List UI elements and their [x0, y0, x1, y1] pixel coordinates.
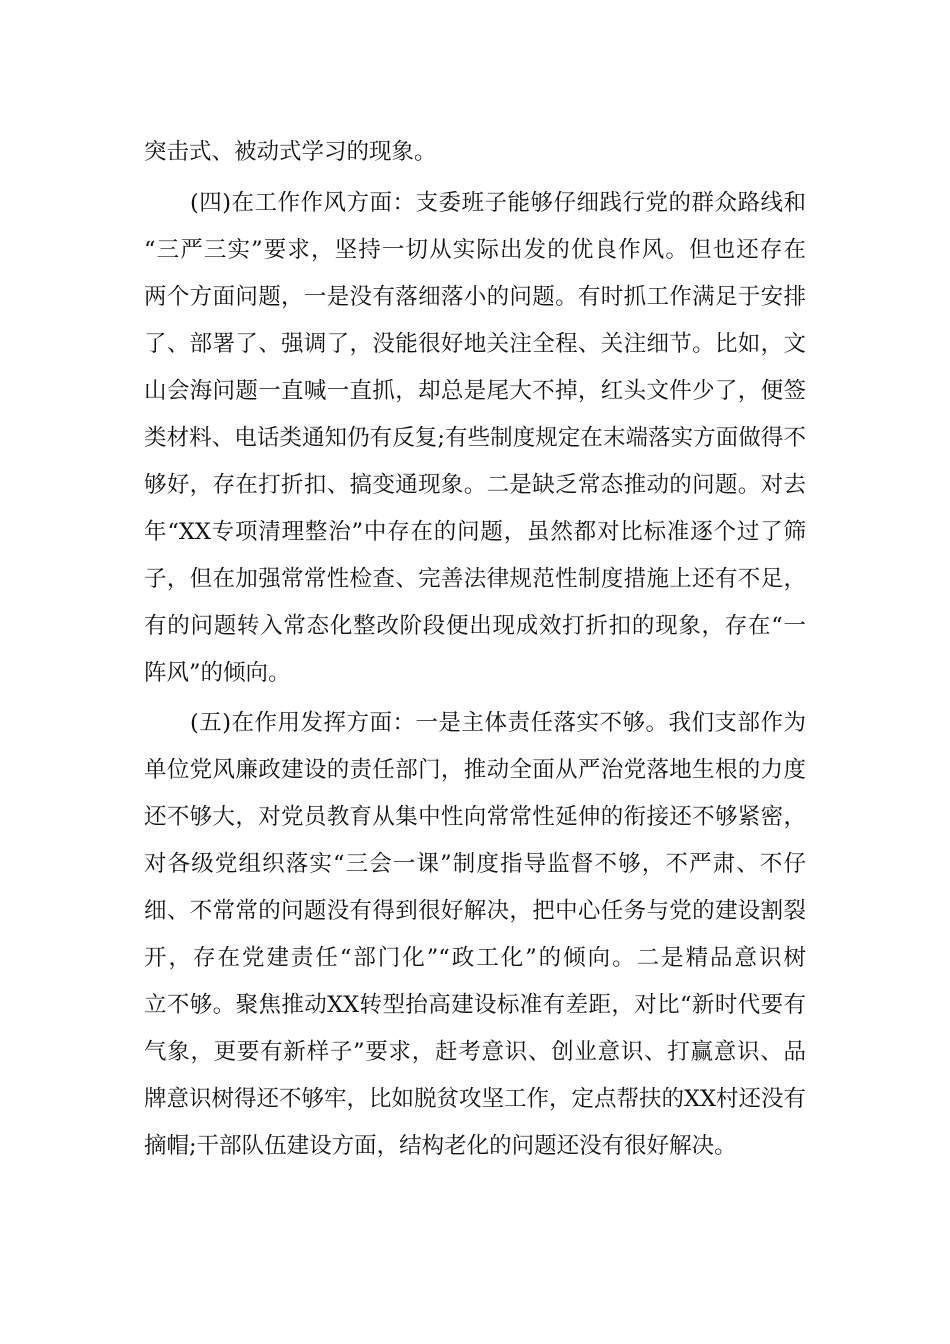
text-line: 开，存在党建责任“部门化”“政工化”的倾向。二是精品意识树: [144, 945, 806, 971]
text-line: 两个方面问题，一是没有落细落小的问题。有时抓工作满足于安排: [144, 284, 806, 310]
text-line: 摘帽;干部队伍建设方面，结构老化的问题还没有很好解决。: [144, 1133, 737, 1159]
paragraph-4-first-line: (四)在工作作风方面：支委班子能够仔细践行党的群众路线和: [190, 190, 806, 216]
text-line: 类材料、电话类通知仍有反复;有些制度规定在末端落实方面做得不: [144, 425, 806, 451]
paragraph-5-first-line: (五)在作用发挥方面：一是主体责任落实不够。我们支部作为: [190, 710, 806, 736]
text-line: 年“XX专项清理整治”中存在的问题，虽然都对比标准逐个过了筛: [144, 519, 806, 545]
text-line: 有的问题转入常态化整改阶段便出现成效打折扣的现象，存在“一: [144, 613, 806, 639]
text-line: 细、不常常的问题没有得到很好解决，把中心任务与党的建设割裂: [144, 898, 806, 924]
text-line: 子，但在加强常常性检查、完善法律规范性制度措施上还有不足，: [144, 566, 806, 592]
text-line: 了、部署了、强调了，没能很好地关注全程、关注细节。比如，文: [144, 331, 806, 357]
text-line: “三严三实”要求，坚持一切从实际出发的优良作风。但也还存在: [144, 237, 806, 263]
text-line: 突击式、被动式学习的现象。: [144, 139, 437, 165]
text-line: 单位党风廉政建设的责任部门，推动全面从严治党落地生根的力度: [144, 757, 806, 783]
text-line: 还不够大，对党员教育从集中性向常常性延伸的衔接还不够紧密，: [144, 804, 806, 830]
text-line: 立不够。聚焦推动XX转型抬高建设标准有差距，对比“新时代要有: [144, 992, 806, 1018]
text-line: 对各级党组织落实“三会一课”制度指导监督不够，不严肃、不仔: [144, 851, 806, 877]
text-line: 够好，存在打折扣、搞变通现象。二是缺乏常态推动的问题。对去: [144, 472, 806, 498]
text-line: 阵风”的倾向。: [144, 660, 291, 686]
text-line: 气象，更要有新样子”要求，赶考意识、创业意识、打赢意识、品: [144, 1039, 806, 1065]
text-line: 山会海问题一直喊一直抓，却总是尾大不掉，红头文件少了，便签: [144, 378, 806, 404]
text-line: 牌意识树得还不够牢，比如脱贫攻坚工作，定点帮扶的XX村还没有: [144, 1086, 807, 1112]
